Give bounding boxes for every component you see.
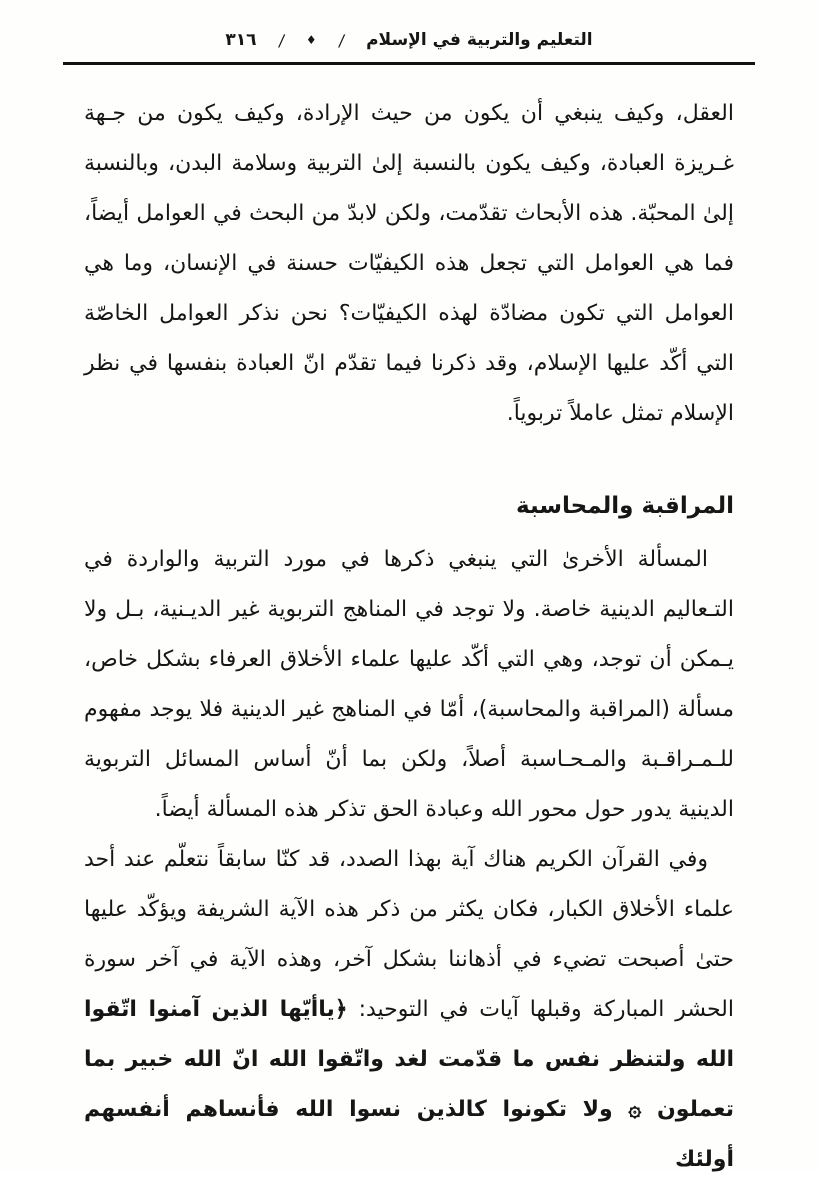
paragraph-with-quote	[84, 835, 734, 1185]
running-title: التعليم والتربية في الإسلام	[366, 30, 593, 50]
paragraph: المسألة الأخرىٰ التي ينبغي ذكرها في مورد التربية والواردة في التـعاليم الدينية خاصة. ولا توجد في المناهج التربوية غير الديـنية، بـل ولا يـمكن أن توجد، وهي التي أكّد عليها علماء الأخلاق العرفاء بشكل خاص، مسألة (المراقبة والمحاسبة)، أمّا في المناهج غير الدينية فلا يوجد مفهوم للـمـراقـبة والمـحـاسبة أصلاً، ولكن بما أنّ أساس المسائل التربوية الدينية يدور حول محور الله وعبادة الحق تذكر هذه المسألة أيضاً.	[84, 547, 734, 822]
page-header	[84, 26, 734, 62]
quran-quote: ﴿ياأيّها الذين آمنوا اتّقوا الله ولتنظر نفس ما قدّمت لغد واتّقوا الله انّ الله خبير بما تعملون ۞ ولا تكونوا كالذين نسوا الله فأنساهم أنفسهم أولئك	[84, 997, 734, 1172]
page-content	[84, 65, 734, 1185]
paragraph-continuation: العقل، وكيف ينبغي أن يكون من حيث الإرادة، وكيف يكون من جـهة غـريزة العبادة، وكيف يكون بالنسبة إلىٰ التربية وسلامة البدن، وبالنسبة إلىٰ المحبّة. هذه الأبحاث تقدّمت، ولكن لابدّ من البحث في العوامل أيضاً، فما هي العوامل التي تجعل هذه الكيفيّات حسنة في الإنسان، وما هي العوامل التي تكون مضادّة لهذه الكيفيّات؟ نحن نذكر العوامل الخاصّة التي أكّد عليها الإسلام، وقد ذكرنا فيما تقدّم انّ العبادة بنفسها في نظر الإسلام تمثل عاملاً تربوياً.	[84, 101, 734, 426]
paragraph-text: وفي القرآن الكريم هناك آية بهذا الصدد، قد كنّا سابقاً نتعلّم عند أحد علماء الأخلاق الكبار، فكان يكثر من ذكر هذه الآية الشريفة ويؤكّد عليها حتىٰ أصبحت تضيء في أذهاننا بشكل آخر، وهذه الآية في آخر سورة الحشر المباركة وقبلها آيات في التوحيد:	[84, 847, 734, 1022]
header-separator-right: /	[337, 30, 346, 50]
header-separator-left: /	[277, 30, 286, 50]
section-heading: المراقبة والمحاسبة	[516, 493, 734, 519]
diamond-ornament-icon: ♦	[305, 33, 317, 47]
page-number: ٣١٦	[225, 30, 257, 50]
